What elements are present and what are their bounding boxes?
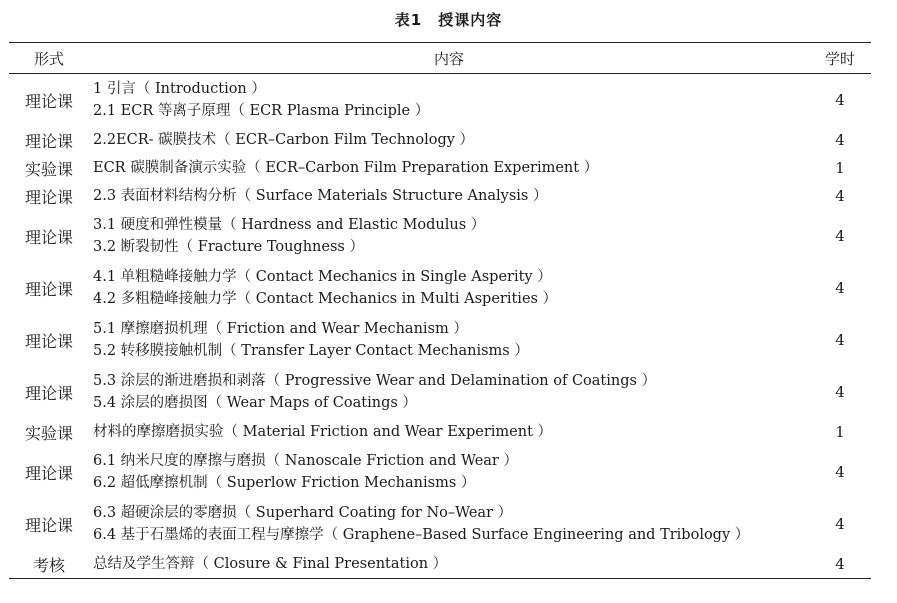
table-row: [9, 182, 871, 210]
row-content: [89, 418, 809, 446]
content-line: 3.1 硬度和弹性模量（ Hardness and Elastic Modulus ）: [93, 217, 486, 233]
header-content: 内容: [89, 43, 809, 74]
row-hours: 4: [835, 187, 845, 205]
header-form: 形式: [9, 43, 89, 74]
row-hours: 4: [835, 131, 845, 149]
row-hours: 4: [835, 463, 845, 481]
row-form: 理论课: [24, 463, 73, 483]
row-hours: 4: [835, 515, 845, 533]
table-row: [9, 498, 871, 550]
content-line: 5.1 摩擦磨损机理（ Friction and Wear Mechanism ）: [93, 321, 468, 337]
content-line: 总结及学生答辩（ Closure & Final Presentation ）: [93, 556, 448, 572]
row-form: 理论课: [24, 383, 73, 403]
row-form: 理论课: [24, 227, 73, 247]
table-row: [9, 262, 871, 314]
course-content-table: [9, 42, 871, 579]
table-body: [9, 74, 871, 579]
content-line: 5.4 涂层的磨损图（ Wear Maps of Coatings ）: [93, 395, 417, 411]
table-row: [9, 210, 871, 262]
content-line: 6.3 超硬涂层的零磨损（ Superhard Coating for No–Wear ）: [93, 505, 513, 521]
row-form: 理论课: [24, 131, 73, 151]
row-hours: 1: [835, 159, 845, 177]
content-line: 4.2 多粗糙峰接触力学（ Contact Mechanics in Multi Asperities ）: [93, 291, 558, 307]
table-caption: 表1 授课内容: [394, 11, 503, 29]
row-form: 理论课: [24, 187, 73, 207]
row-content: [89, 126, 809, 154]
content-line: 2.2ECR- 碳膜技术（ ECR–Carbon Film Technology ）: [93, 132, 475, 148]
row-content: [89, 366, 809, 418]
content-line: 6.4 基于石墨烯的表面工程与摩擦学（ Graphene–Based Surface Engineering and Tribology ）: [93, 527, 750, 543]
row-content: [89, 446, 809, 498]
header-row: [9, 43, 871, 74]
content-line: 6.1 纳米尺度的摩擦与磨损（ Nanoscale Friction and Wear ）: [93, 453, 518, 469]
row-hours: 4: [835, 383, 845, 401]
row-hours: 4: [835, 91, 845, 109]
row-content: [89, 498, 809, 550]
row-form: 理论课: [24, 279, 73, 299]
table-row: [9, 446, 871, 498]
table-row: [9, 314, 871, 366]
content-line: 2.1 ECR 等离子原理（ ECR Plasma Principle ）: [93, 103, 430, 119]
row-form: 理论课: [24, 515, 73, 535]
row-content: [89, 210, 809, 262]
row-hours: 4: [835, 227, 845, 245]
content-line: 3.2 断裂韧性（ Fracture Toughness ）: [93, 239, 364, 255]
row-hours: 4: [835, 279, 845, 297]
table-row: [9, 550, 871, 579]
content-line: 材料的摩擦磨损实验（ Material Friction and Wear Experiment ）: [93, 424, 553, 440]
table-header: [9, 43, 871, 74]
row-content: [89, 154, 809, 182]
row-hours: 4: [835, 331, 845, 349]
row-form: 理论课: [24, 91, 73, 111]
content-line: 5.3 涂层的渐进磨损和剥落（ Progressive Wear and Delamination of Coatings ）: [93, 373, 657, 389]
content-line: 2.3 表面材料结构分析（ Surface Materials Structure Analysis ）: [93, 188, 548, 204]
row-content: [89, 550, 809, 579]
content-line: 6.2 超低摩擦机制（ Superlow Friction Mechanisms ）: [93, 475, 476, 491]
row-hours: 1: [835, 423, 845, 441]
row-form: 实验课: [24, 423, 73, 443]
table-row: [9, 154, 871, 182]
content-line: 4.1 单粗糙峰接触力学（ Contact Mechanics in Single Asperity ）: [93, 269, 552, 285]
table-row: [9, 74, 871, 127]
table-row: [9, 366, 871, 418]
table-row: [9, 418, 871, 446]
row-hours: 4: [809, 550, 871, 579]
row-content: [89, 182, 809, 210]
row-content: [89, 262, 809, 314]
row-form: 实验课: [24, 159, 73, 179]
row-form: 理论课: [24, 331, 73, 351]
header-hours: 学时: [809, 43, 871, 74]
content-line: 5.2 转移膜接触机制（ Transfer Layer Contact Mechanisms ）: [93, 343, 529, 359]
content-line: 1 引言（ Introduction ）: [93, 81, 266, 97]
row-form: 考核: [9, 550, 89, 579]
table-row: [9, 126, 871, 154]
content-line: ECR 碳膜制备演示实验（ ECR–Carbon Film Preparation Experiment ）: [93, 160, 599, 176]
row-content: [89, 74, 809, 127]
row-content: [89, 314, 809, 366]
